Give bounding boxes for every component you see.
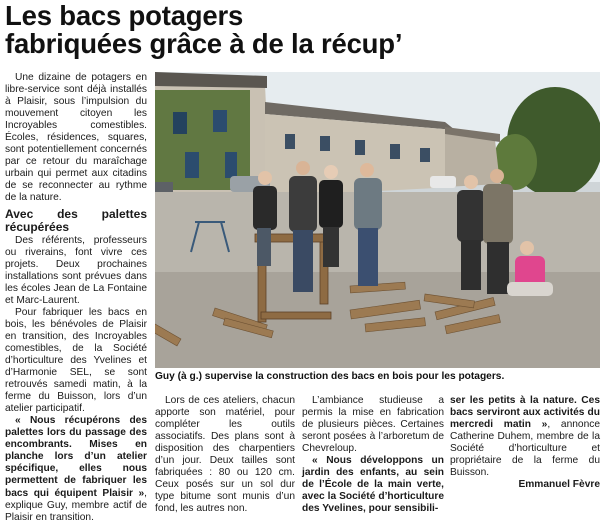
paragraph-ambiance: L’ambiance studieuse a permis la mise en fabrication de plusieurs pièces. Certaines seront posées à l’arboretum de Chevreloup. (302, 395, 444, 455)
photo-caption: Guy (à g.) supervise la construction des bacs en bois pour les potagers. (155, 371, 505, 382)
paragraph-ateliers: Lors de ces ateliers, chacun apporte son matériel, pour compléter les outils associatifs. Des plans sont à disposition des charpentiers d’un jour. Deux tailles sont fabriquées : 80 ou 120 cm. Ceux posés sur un sol dur type bitume sont munis d’un fond, les autres non. (155, 395, 295, 515)
quote-guy-attribution: , explique Guy, membre actif de Plaisir en transition. (5, 487, 147, 523)
paragraph-quote-guy (5, 415, 147, 523)
article-column-3 (302, 395, 444, 515)
article-photo (155, 72, 600, 368)
headline-line-2: fabriquées grâce à de la récup’ (5, 28, 403, 59)
paragraph-quote-catherine-end (450, 395, 600, 479)
subheading: Avec des palettes récupérées (5, 206, 147, 234)
quote-guy: « Nous récupérons des palettes lors du passage des encombrants. Mises en planche lors d’un atelier spécifique, elles nous permettent de fabriquer les bacs qui équipent Plaisir » (5, 415, 147, 499)
headline-line-1: Les bacs potagers (5, 0, 244, 31)
article-column-1 (5, 72, 147, 524)
quote-catherine-end: ser les petits à la nature. Ces bacs serviront aux activités du mercredi matin » (450, 395, 600, 431)
quote-catherine-start: « Nous développons un jardin des enfants, au sein de l’École de la main verte, avec la Société d’horticulture des Yvelines, pour sensibili- (302, 455, 444, 515)
author-signature: Emmanuel Fèvre (518, 479, 600, 491)
paragraph-benevoles: Pour fabriquer les bacs en bois, les bénévoles de Plaisir en transition, des Incroyables comestibles, de la Société d’horticulture des Yvelines et d’Harmonie SEL, se sont retrouvés samedi matin, à la ferme du Buisson, lors d’un atelier participatif. (5, 306, 147, 415)
headline (5, 2, 601, 58)
article-column-2 (155, 395, 295, 515)
quote-catherine-attribution: , annonce Catherine Duhem, membre de la Société d’horticulture et propriétaire de la ferme du Buisson. (450, 419, 600, 479)
paragraph-referents: Des référents, professeurs ou riverains, font vivre ces projets. Deux prochaines installations sont prévues dans les écoles Jean de La Fontaine et Marc-Laurent. (5, 234, 147, 306)
intro-paragraph: Une dizaine de potagers en libre-service sont déjà installés à Plaisir, sous l’impulsion du mouvement citoyen les Incroyables comestibles. Écoles, résidences, squares, sont potentiellement concernés par ce retour du maraîchage urbain qui permet aux citadins de se reconnecter au rythme de la nature. (5, 72, 147, 204)
article-column-4 (450, 395, 600, 491)
